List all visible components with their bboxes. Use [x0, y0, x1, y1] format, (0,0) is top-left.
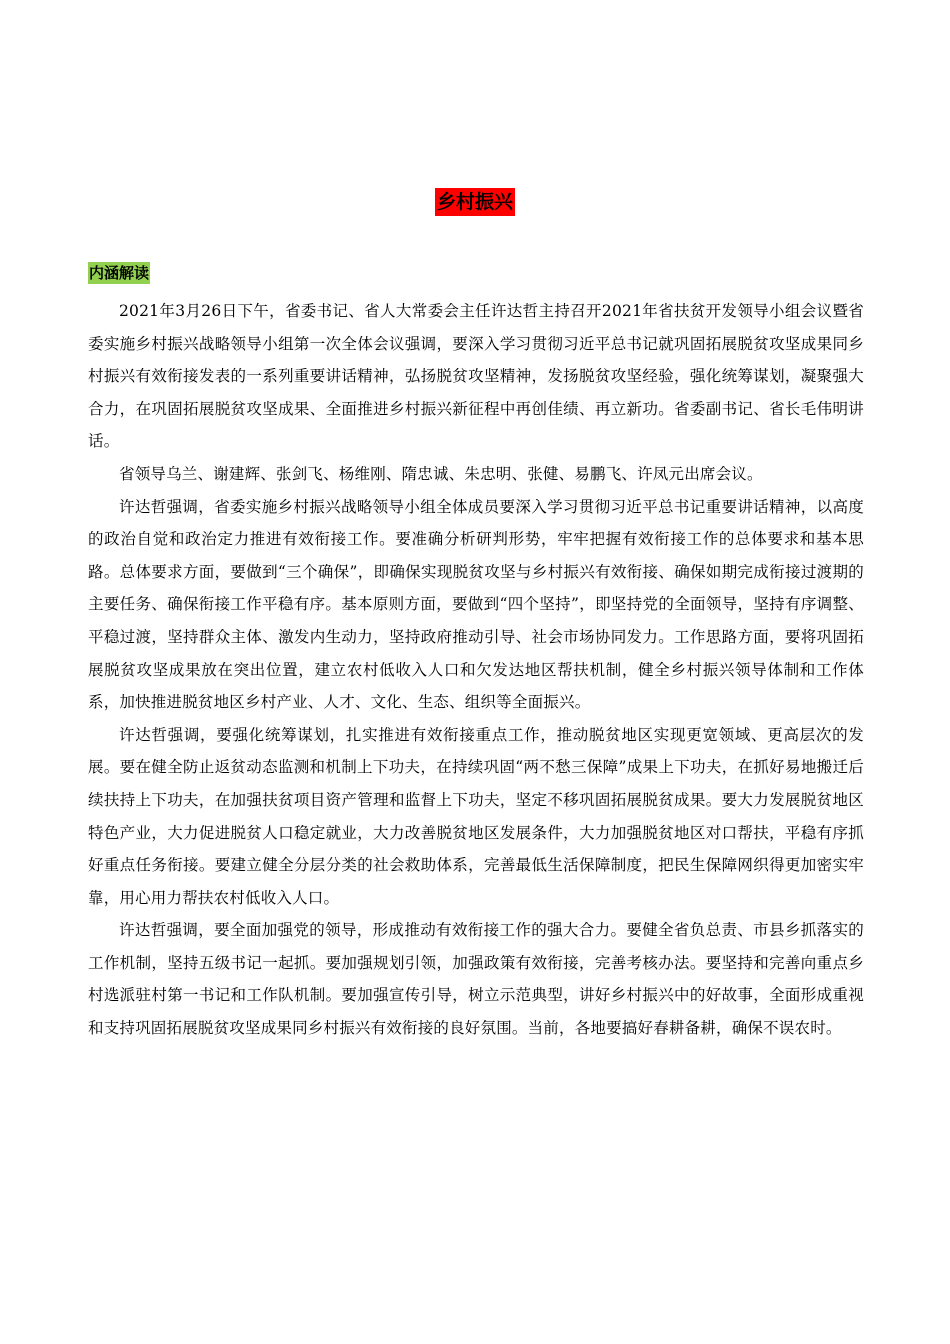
section-heading: 内涵解读	[89, 264, 150, 282]
title-container	[0, 188, 950, 216]
paragraph: 许达哲强调，要强化统筹谋划，扎实推进有效衔接重点工作，推动脱贫地区实现更宽领域、更高层次的发展。要在健全防止返贫动态监测和机制上下功夫，在持续巩固“两不愁三保障”成果上下功夫，在抓好易地搬迁后续扶持上下功夫，在加强扶贫项目资产管理和监督上下功夫，坚定不移巩固拓展脱贫成果。要大力发展脱贫地区特色产业，大力促进脱贫人口稳定就业，大力改善脱贫地区发展条件，大力加强脱贫地区对口帮扶，平稳有序抓好重点任务衔接。要建立健全分层分类的社会救助体系，完善最低生活保障制度，把民生保障网织得更加密实牢靠，用心用力帮扶农村低收入人口。	[88, 725, 864, 907]
paragraph: 2021年3月26日下午，省委书记、省人大常委会主任许达哲主持召开2021年省扶贫开发领导小组会议暨省委实施乡村振兴战略领导小组第一次全体会议强调，要深入学习贯彻习近平总书记就巩固拓展脱贫攻坚成果同乡村振兴有效衔接发表的一系列重要讲话精神，弘扬脱贫攻坚精神，发扬脱贫攻坚经验，强化统筹谋划，凝聚强大合力，在巩固拓展脱贫攻坚成果、全面推进乡村振兴新征程中再创佳绩、再立新功。省委副书记、省长毛伟明讲话。	[88, 302, 864, 451]
document-title: 乡村振兴	[435, 188, 515, 216]
paragraph: 省领导乌兰、谢建辉、张剑飞、杨维刚、隋忠诚、朱忠明、张健、易鹏飞、许凤元出席会议。	[119, 464, 763, 483]
body-text	[88, 295, 864, 1045]
paragraph: 许达哲强调，要全面加强党的领导，形成推动有效衔接工作的强大合力。要健全省负总责、市县乡抓落实的工作机制，坚持五级书记一起抓。要加强规划引领，加强政策有效衔接，完善考核办法。要坚持和完善向重点乡村选派驻村第一书记和工作队机制。要加强宣传引导，树立示范典型，讲好乡村振兴中的好故事，全面形成重视和支持巩固拓展脱贫攻坚成果同乡村振兴有效衔接的良好氛围。当前，各地要搞好春耕备耕，确保不误农时。	[88, 921, 864, 1038]
paragraph: 许达哲强调，省委实施乡村振兴战略领导小组全体成员要深入学习贯彻习近平总书记重要讲话精神，以高度的政治自觉和政治定力推进有效衔接工作。要准确分析研判形势，牢牢把握有效衔接工作的总体要求和基本思路。总体要求方面，要做到“三个确保”，即确保实现脱贫攻坚与乡村振兴有效衔接、确保如期完成衔接过渡期的主要任务、确保衔接工作平稳有序。基本原则方面，要做到“四个坚持”，即坚持党的全面领导，坚持有序调整、平稳过渡，坚持群众主体、激发内生动力，坚持政府推动引导、社会市场协同发力。工作思路方面，要将巩固拓展脱贫攻坚成果放在突出位置，建立农村低收入人口和欠发达地区帮扶机制，健全乡村振兴领导体制和工作体系，加快推进脱贫地区乡村产业、人才、文化、生态、组织等全面振兴。	[88, 497, 864, 712]
